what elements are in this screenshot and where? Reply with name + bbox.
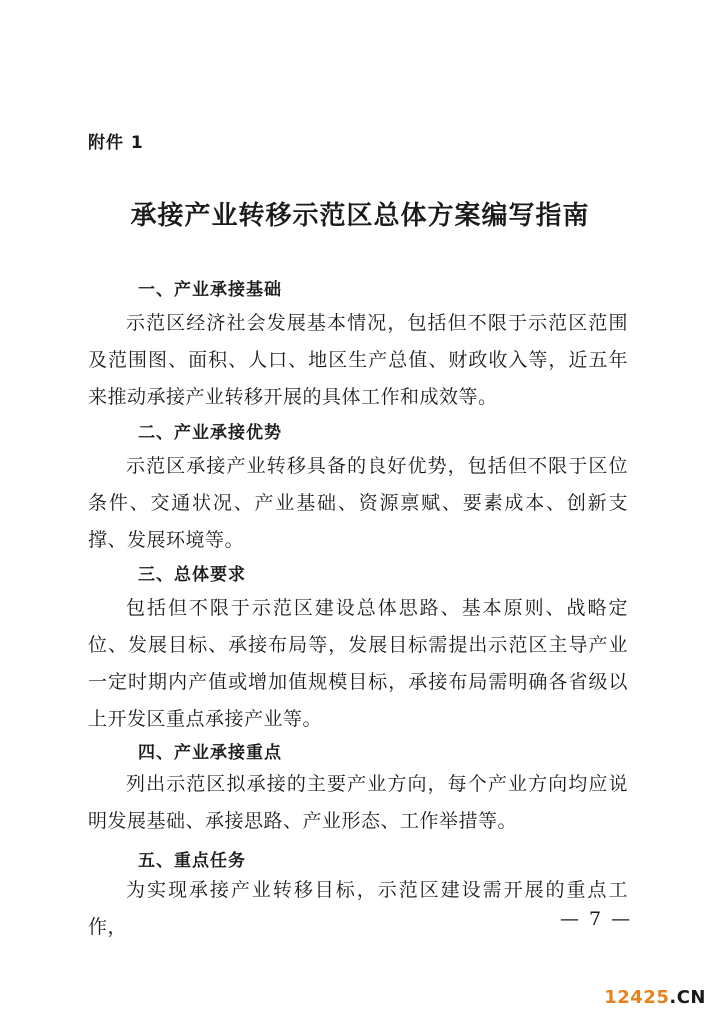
section-paragraph-3: 包括但不限于示范区建设总体思路、基本原则、战略定位、发展目标、承接布局等，发展目标需提出示范区主导产业一定时期内产值或增加值规模目标，承接布局需明确各省级以上开发区重点承接产业等。 <box>88 597 628 730</box>
section-paragraph-4: 列出示范区拟承接的主要产业方向，每个产业方向均应说明发展基础、承接思路、产业形态、工作举措等。 <box>88 773 628 832</box>
attachment-label: 附件 1 <box>88 133 144 153</box>
section-heading-3: 三、总体要求 <box>138 565 246 585</box>
section-paragraph-5: 为实现承接产业转移目标，示范区建设需开展的重点工作， <box>88 879 628 938</box>
watermark-number: 12425 <box>604 987 670 1008</box>
section-paragraph-2: 示范区承接产业转移具备的良好优势，包括但不限于区位条件、交通状况、产业基础、资源禀赋、要素成本、创新支撑、发展环境等。 <box>88 455 628 551</box>
watermark-domain: .CN <box>669 987 706 1008</box>
section-heading-5: 五、重点任务 <box>138 851 246 871</box>
section-paragraph-1: 示范区经济社会发展基本情况，包括但不限于示范区范围及范围图、面积、人口、地区生产总值、财政收入等，近五年来推动承接产业转移开展的具体工作和成效等。 <box>88 312 628 408</box>
document-title: 承接产业转移示范区总体方案编写指南 <box>130 201 590 231</box>
site-watermark <box>604 987 706 1008</box>
page-number: — 7 — <box>560 908 633 930</box>
section-heading-1: 一、产业承接基础 <box>138 280 282 300</box>
section-heading-4: 四、产业承接重点 <box>138 743 282 763</box>
section-heading-2: 二、产业承接优势 <box>138 423 282 443</box>
